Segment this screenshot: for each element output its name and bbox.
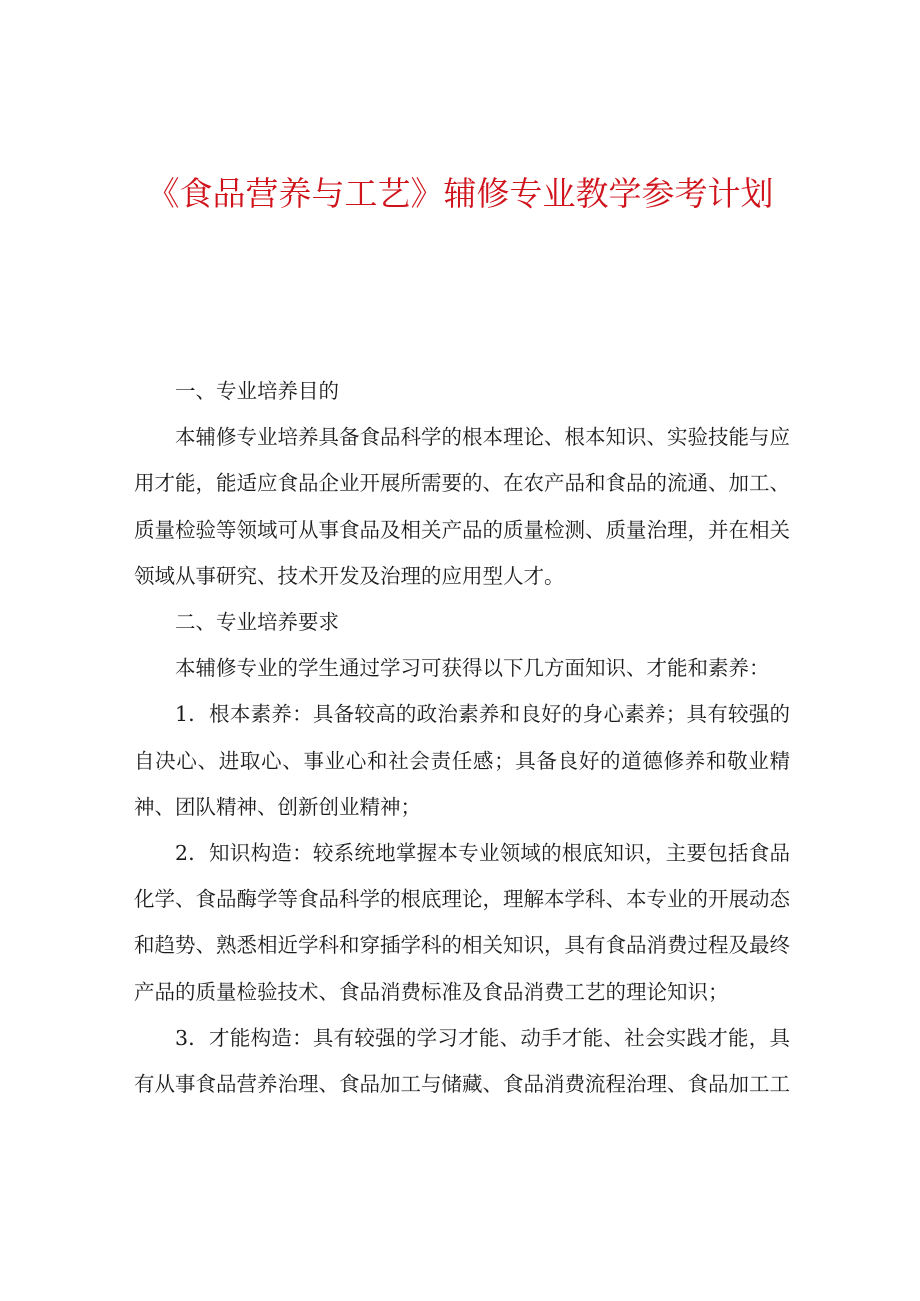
paragraph-objective: 本辅修专业培养具备食品科学的根本理论、根本知识、实验技能与应用才能，能适应食品企业开展所需要的、在农产品和食品的流通、加工、质量检验等领域可从事食品及相关产品的质量检测、质量治理，并在相关领域从事研究、技术开发及治理的应用型人才。 xyxy=(134,425,790,588)
document-body xyxy=(134,368,790,1107)
list-item-ability-structure: 3．才能构造：具有较强的学习才能、动手才能、社会实践才能，具有从事食品营养治理、食品加工与储藏、食品消费流程治理、食品加工工 xyxy=(134,1025,790,1097)
list-item-knowledge-structure: 2．知识构造：较系统地掌握本专业领域的根底知识，主要包括食品化学、食品酶学等食品科学的根底理论，理解本学科、本专业的开展动态和趋势、熟悉相近学科和穿插学科的相关知识，具有食品消费过程及最终产品的质量检验技术、食品消费标准及食品消费工艺的理论知识； xyxy=(134,841,790,1004)
document-title: 《食品营养与工艺》辅修专业教学参考计划 xyxy=(146,174,774,213)
list-item-basic-quality: 1．根本素养：具备较高的政治素养和良好的身心素养；具有较强的自决心、进取心、事业心和社会责任感；具备良好的道德修养和敬业精神、团队精神、创新创业精神； xyxy=(134,702,790,819)
paragraph-requirements-intro: 本辅修专业的学生通过学习可获得以下几方面知识、才能和素养： xyxy=(175,656,770,681)
section-heading-objective: 一、专业培养目的 xyxy=(175,379,339,403)
section-heading-requirements: 二、专业培养要求 xyxy=(175,610,339,635)
